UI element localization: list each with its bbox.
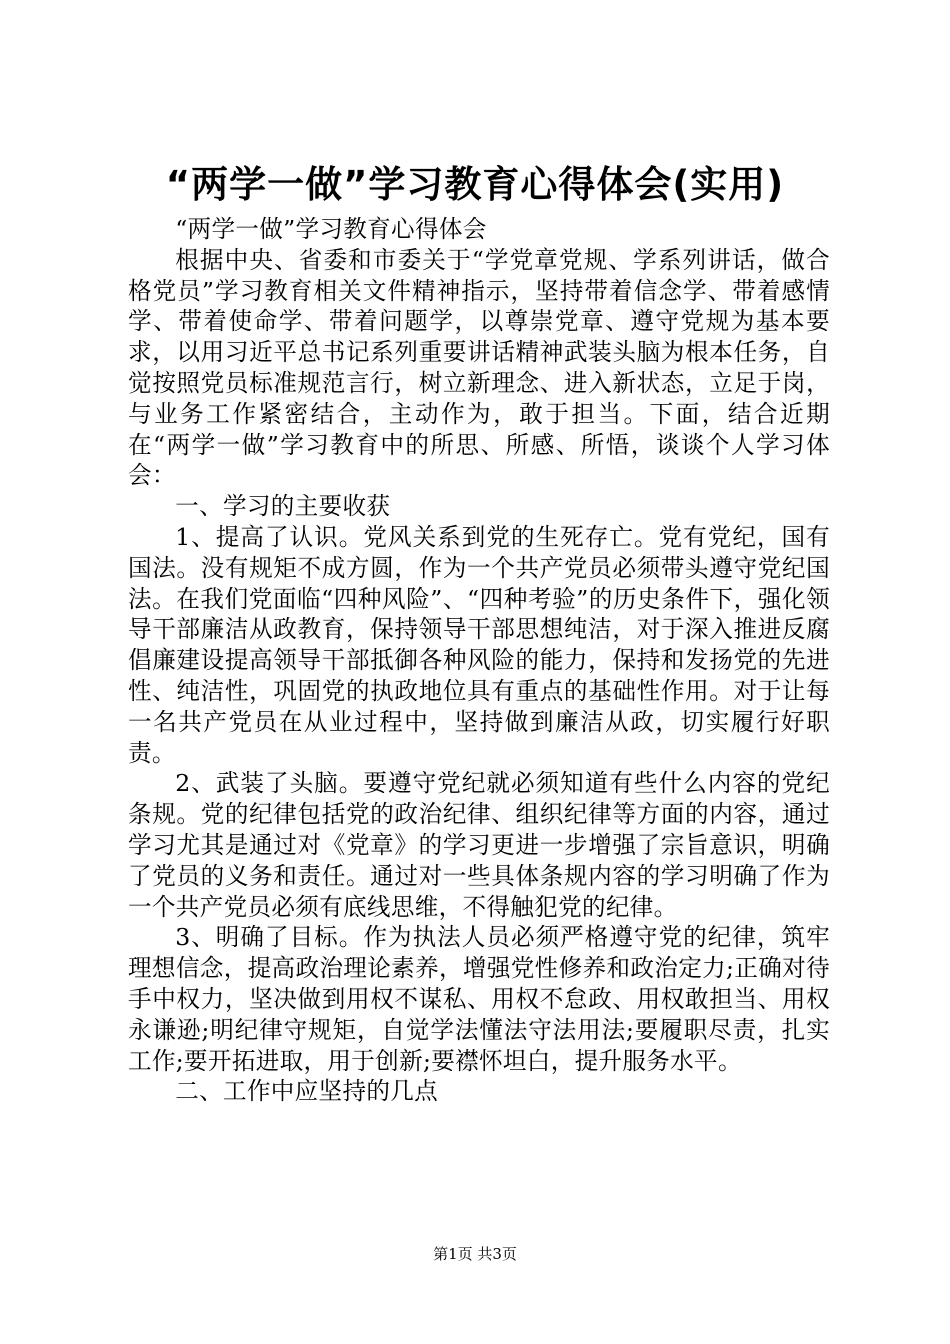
paragraph-item-3: 3、明确了目标。作为执法人员必须严格遵守党的纪律，筑牢理想信念，提高政治理论素养，增强党性修养和政治定力;正确对待手中权力，坚决做到用权不谋私、用权不怠政、用权敢担当、用权永谦逊;明纪律守规矩，自觉学法懂法守法用法;要履职尽责，扎实工作;要开拓进取，用于创新;要襟怀坦白，提升服务水平。 (128, 923, 830, 1075)
document-title: “两学一做”学习教育心得体会(实用) (165, 163, 785, 206)
section-heading-2: 二、工作中应坚持的几点 (175, 1077, 439, 1106)
section-subtitle: “两学一做”学习教育心得体会 (175, 215, 487, 243)
paragraph-item-1: 1、提高了认识。党风关系到党的生死存亡。党有党纪，国有国法。没有规矩不成方圆，作为一个共产党员必须带头遵守党纪国法。在我们党面临“四种风险”、“四种考验”的历史条件下，强化领导干部廉洁从政教育，保持领导干部思想纯洁，对于深入推进反腐倡廉建设提高领导干部抵御各种风险的能力，保持和发扬党的先进性、纯洁性，巩固党的执政地位具有重点的基础性作用。对于让每一名共产党员在从业过程中，坚持做到廉洁从政，切实履行好职责。 (128, 522, 830, 767)
page-number-footer: 第1页 共3页 (433, 1245, 517, 1263)
section-heading-1: 一、学习的主要收获 (175, 492, 391, 521)
document-body (128, 214, 830, 1107)
intro-paragraph: 根据中央、省委和市委关于“学党章党规、学系列讲话，做合格党员”学习教育相关文件精神指示，坚持带着信念学、带着感情学、带着使命学、带着问题学，以尊崇党章、遵守党规为基本要求，以用习近平总书记系列重要讲话精神武装头脑为根本任务，自觉按照党员标准规范言行，树立新理念、进入新状态，立足于岗，与业务工作紧密结合，主动作为，敢于担当。下面，结合近期在“两学一做”学习教育中的所思、所感、所悟，谈谈个人学习体会： (128, 245, 830, 490)
paragraph-item-2: 2、武装了头脑。要遵守党纪就必须知道有些什么内容的党纪条规。党的纪律包括党的政治纪律、组织纪律等方面的内容，通过学习尤其是通过对《党章》的学习更进一步增强了宗旨意识，明确了党员的义务和责任。通过对一些具体条规内容的学习明确了作为一个共产党员必须有底线思维，不得触犯党的纪律。 (128, 769, 830, 921)
